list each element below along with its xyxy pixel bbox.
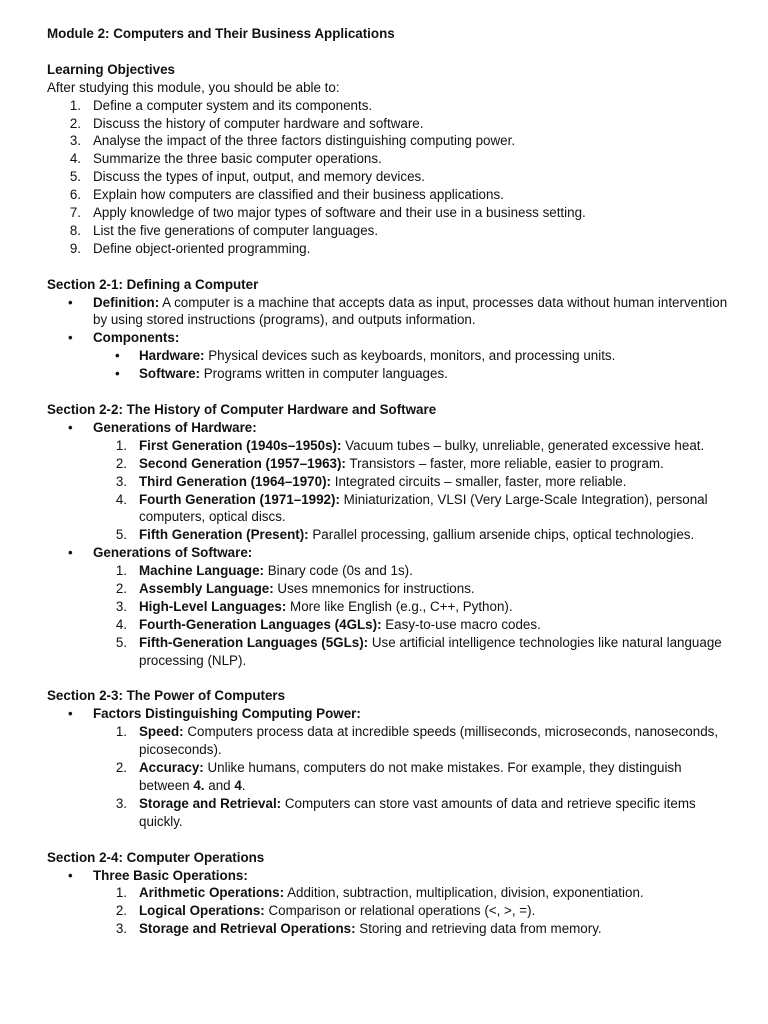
list-item xyxy=(47,365,728,383)
bullet-marker: • xyxy=(115,348,120,364)
list-number: 1. xyxy=(115,563,127,579)
bullet-marker: • xyxy=(68,545,73,561)
item-label: Generations of Hardware: xyxy=(93,419,257,435)
spacer xyxy=(47,831,728,849)
item-text: A computer is a machine that accepts data as input, processes data without human intervention by using stored instructions (programs), and outputs information. xyxy=(93,294,728,328)
objective-text: Define object-oriented programming. xyxy=(93,240,311,256)
list-number: 2. xyxy=(115,760,127,776)
list-item xyxy=(47,616,728,634)
item-label: Second Generation (1957–1963): xyxy=(139,455,346,471)
list-number: 1. xyxy=(115,885,127,901)
item-label: Generations of Software: xyxy=(93,545,253,561)
spacer xyxy=(47,670,728,688)
item-label: Arithmetic Operations: xyxy=(139,885,285,901)
list-number: 5. xyxy=(69,169,81,185)
bullet-marker: • xyxy=(68,706,73,722)
item-text: Storing and retrieving data from memory. xyxy=(355,921,602,937)
section-2-3-heading: Section 2-3: The Power of Computers xyxy=(47,688,286,704)
list-item xyxy=(47,240,728,258)
computing-power-factors-list xyxy=(47,723,728,830)
list-number: 7. xyxy=(69,205,81,221)
list-item xyxy=(47,329,728,383)
hardware-generations-list xyxy=(47,437,728,544)
section-2-4-heading: Section 2-4: Computer Operations xyxy=(47,849,265,865)
list-number: 2. xyxy=(115,581,127,597)
item-text: Computers can store vast amounts of data and retrieve specific items quickly. xyxy=(139,795,696,829)
item-label: Components: xyxy=(93,330,180,346)
objective-text: Analyse the impact of the three factors distinguishing computing power. xyxy=(93,133,516,149)
objective-text: Discuss the history of computer hardware and software. xyxy=(93,115,424,131)
list-item xyxy=(47,598,728,616)
item-text: More like English (e.g., C++, Python). xyxy=(286,598,513,614)
list-number: 8. xyxy=(69,222,81,238)
objective-text: Explain how computers are classified and their business applications. xyxy=(93,187,504,203)
basic-operations-list xyxy=(47,884,728,938)
objective-text: Apply knowledge of two major types of software and their use in a business setting. xyxy=(93,205,586,221)
list-number: 3. xyxy=(115,598,127,614)
item-text: Use artificial intelligence technologies like natural language processing (NLP). xyxy=(139,634,722,668)
list-item xyxy=(47,884,728,902)
list-item xyxy=(47,168,728,186)
item-text: Uses mnemonics for instructions. xyxy=(273,581,475,597)
list-item xyxy=(47,294,728,330)
item-label: Factors Distinguishing Computing Power: xyxy=(93,706,361,722)
item-text: Binary code (0s and 1s). xyxy=(264,563,413,579)
list-item xyxy=(47,115,728,133)
list-number: 2. xyxy=(115,903,127,919)
item-text: Unlike humans, computers do not make mistakes. For example, they distinguish between xyxy=(139,760,682,793)
item-label: Third Generation (1964–1970): xyxy=(139,473,332,489)
objectives-heading: Learning Objectives xyxy=(47,61,175,77)
item-label: Storage and Retrieval: xyxy=(139,795,282,811)
item-label: Machine Language: xyxy=(139,563,264,579)
section-2-1-list xyxy=(47,294,728,384)
list-item xyxy=(47,132,728,150)
list-item xyxy=(47,544,728,669)
spacer xyxy=(47,383,728,401)
objective-text: List the five generations of computer languages. xyxy=(93,222,379,238)
list-number: 6. xyxy=(69,187,81,203)
document-title: Module 2: Computers and Their Business Applications xyxy=(47,26,395,41)
bullet-marker: • xyxy=(68,330,73,346)
section-2-3-list xyxy=(47,705,728,830)
list-number: 3. xyxy=(115,795,127,811)
list-item xyxy=(47,204,728,222)
list-number: 9. xyxy=(69,240,81,256)
item-label: Definition: xyxy=(93,294,160,310)
software-generations-list xyxy=(47,562,728,669)
item-text: Miniaturization, VLSI (Very Large-Scale Integration), personal computers, optical discs. xyxy=(139,491,708,525)
section-2-1-heading: Section 2-1: Defining a Computer xyxy=(47,276,259,292)
item-text: Transistors – faster, more reliable, easier to program. xyxy=(345,455,664,471)
item-label: First Generation (1940s–1950s): xyxy=(139,437,342,453)
item-text: Integrated circuits – smaller, faster, more reliable. xyxy=(331,473,627,489)
list-item xyxy=(47,491,728,527)
components-sublist xyxy=(47,347,728,383)
spacer xyxy=(47,258,728,276)
list-number: 5. xyxy=(115,634,127,650)
bullet-marker: • xyxy=(115,366,120,382)
list-number: 1. xyxy=(115,724,127,740)
item-text: Easy-to-use macro codes. xyxy=(381,616,541,632)
bullet-marker: • xyxy=(68,419,73,435)
item-label: Storage and Retrieval Operations: xyxy=(139,921,356,937)
item-text: . xyxy=(241,778,246,793)
list-number: 1. xyxy=(69,97,81,113)
list-item xyxy=(47,419,728,544)
item-label: Hardware: xyxy=(139,348,205,364)
list-number: 4. xyxy=(115,491,127,507)
list-item xyxy=(47,347,728,365)
list-item xyxy=(47,867,728,939)
item-text: Comparison or relational operations (<, >, =). xyxy=(264,903,536,919)
list-number: 4. xyxy=(115,616,127,632)
item-emphasis: 4. xyxy=(193,778,205,793)
list-item xyxy=(47,920,728,938)
spacer xyxy=(47,43,728,61)
list-item xyxy=(47,455,728,473)
item-text: Vacuum tubes – bulky, unreliable, generated excessive heat. xyxy=(341,437,705,453)
item-text: Programs written in computer languages. xyxy=(200,366,448,382)
list-item xyxy=(47,580,728,598)
list-item xyxy=(47,795,728,831)
list-item xyxy=(47,150,728,168)
item-label: Fourth Generation (1971–1992): xyxy=(139,491,340,507)
item-label: Speed: xyxy=(139,724,184,740)
item-text: Parallel processing, gallium arsenide chips, optical technologies. xyxy=(308,527,695,543)
item-label: Three Basic Operations: xyxy=(93,867,248,883)
item-text: Physical devices such as keyboards, monitors, and processing units. xyxy=(204,348,616,364)
item-text: Addition, subtraction, multiplication, division, exponentiation. xyxy=(284,885,644,901)
list-item xyxy=(47,473,728,491)
bullet-marker: • xyxy=(68,867,73,883)
list-number: 2. xyxy=(69,115,81,131)
item-text: and xyxy=(204,778,235,793)
item-label: Accuracy: xyxy=(139,760,204,776)
list-number: 3. xyxy=(69,133,81,149)
list-item xyxy=(47,222,728,240)
list-number: 2. xyxy=(115,455,127,471)
objective-text: Define a computer system and its components. xyxy=(93,97,373,113)
bullet-marker: • xyxy=(68,294,73,310)
list-number: 3. xyxy=(115,921,127,937)
list-item xyxy=(47,723,728,759)
list-item xyxy=(47,97,728,115)
item-emphasis: 4 xyxy=(234,778,242,793)
list-item xyxy=(47,902,728,920)
item-label: Assembly Language: xyxy=(139,581,274,597)
item-label: Logical Operations: xyxy=(139,903,265,919)
item-text: Computers process data at incredible speeds (milliseconds, microseconds, nanoseconds, picoseconds). xyxy=(139,724,719,758)
list-number: 3. xyxy=(115,473,127,489)
section-2-4-list xyxy=(47,867,728,939)
list-item xyxy=(47,526,728,544)
item-label: Fifth Generation (Present): xyxy=(139,527,309,543)
list-number: 1. xyxy=(115,437,127,453)
objectives-intro: After studying this module, you should be able to: xyxy=(47,79,340,95)
objective-text: Discuss the types of input, output, and memory devices. xyxy=(93,169,425,185)
objective-text: Summarize the three basic computer operations. xyxy=(93,151,382,167)
list-item xyxy=(47,759,728,795)
list-item xyxy=(47,705,728,830)
objectives-list xyxy=(47,97,728,258)
list-number: 4. xyxy=(69,151,81,167)
list-number: 5. xyxy=(115,527,127,543)
item-label: High-Level Languages: xyxy=(139,598,287,614)
item-label: Software: xyxy=(139,366,201,382)
item-label: Fifth-Generation Languages (5GLs): xyxy=(139,634,369,650)
list-item xyxy=(47,437,728,455)
item-label: Fourth-Generation Languages (4GLs): xyxy=(139,616,382,632)
list-item xyxy=(47,562,728,580)
list-item xyxy=(47,186,728,204)
list-item xyxy=(47,634,728,670)
section-2-2-heading: Section 2-2: The History of Computer Hardware and Software xyxy=(47,401,437,417)
section-2-2-list xyxy=(47,419,728,670)
